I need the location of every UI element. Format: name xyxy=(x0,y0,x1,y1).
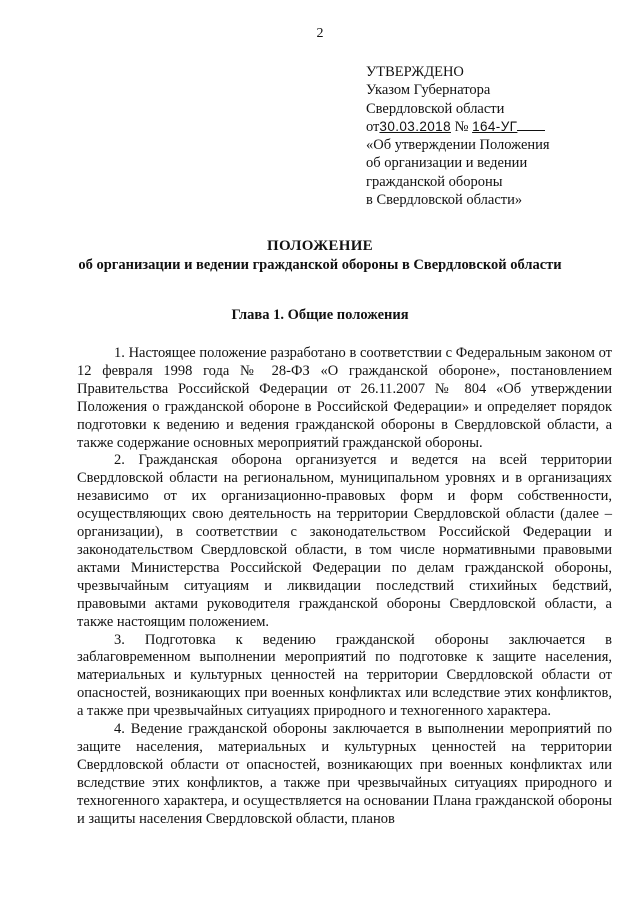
page-number: 2 xyxy=(316,26,324,41)
paragraph-3: 3. Подготовка к ведению гражданской обороны заключается в заблаговременном выполнении мероприятий по подготовке к защите населения, материальных и культурных ценностей на территории Свердловской области от опасностей, возникающих при военных конфликтах или вследствие этих конфликтов, а также при чрезвычайных ситуациях природного и техногенного характера. xyxy=(77,631,612,720)
decree-title-line: «Об утверждении Положения xyxy=(366,137,550,154)
chapter-heading: Глава 1. Общие положения xyxy=(231,307,409,323)
paragraph-1: 1. Настоящее положение разработано в соответствии с Федеральным законом от 12 февраля 1998 года № 28-ФЗ «О гражданской обороне», постановлением Правительства Российской Федерации от 26.11.2007 № 804 «Об утверждении Положения о гражданской обороне в Российской Федерации» и определяет порядок подготовки к ведению и ведения гражданской обороны в Свердловской области, а также содержание основных мероприятий гражданской обороны. xyxy=(77,345,612,451)
decree-title-line: гражданской обороны xyxy=(366,173,503,190)
decree-title-line: в Свердловской области» xyxy=(366,192,523,209)
approval-authority: Указом Губернатора xyxy=(366,82,491,99)
approval-date-line xyxy=(366,118,616,136)
decree-number: 164-УГ xyxy=(472,118,518,134)
paragraph-2: 2. Гражданская оборона организуется и ведется на всей территории Свердловской области на региональном, муниципальном уровнях и в организациях независимо от их организационно-правовых форм и форм собственности, осуществляющих свою деятельность на территории Свердловской области (далее – организации), в соответствии с законодательством Российской Федерации и законодательством Свердловской области, в том числе нормативными правовыми актами Министерства Российской Федерации по делам гражданской обороны, чрезвычайным ситуациям и ликвидации последствий стихийных бедствий, правовыми актами руководителя гражданской обороны Свердловской области, а также настоящим положением. xyxy=(77,452,612,630)
decree-date: 30.03.2018 xyxy=(379,118,451,134)
approval-heading: УТВЕРЖДЕНО xyxy=(366,64,464,80)
number-underline xyxy=(517,118,545,131)
approval-stamp xyxy=(366,63,616,209)
decree-title-line: об организации и ведении xyxy=(366,155,528,172)
document-title: ПОЛОЖЕНИЕ xyxy=(267,238,373,254)
date-prefix: от xyxy=(366,118,380,135)
document-body xyxy=(77,345,612,828)
approval-region: Свердловской области xyxy=(366,100,505,117)
paragraph-4: 4. Ведение гражданской обороны заключается в выполнении мероприятий по защите населения, материальных и культурных ценностей на территории Свердловской области от опасностей, возникающих при военных конфликтах или вследствие этих конфликтов, а также при чрезвычайных ситуациях природного и техногенного характера, и осуществляется на основании Плана гражданской обороны и защиты населения Свердловской области, планов xyxy=(77,721,612,827)
number-sign: № xyxy=(454,118,469,135)
document-subtitle: об организации и ведении гражданской обороны в Свердловской области xyxy=(78,257,562,273)
